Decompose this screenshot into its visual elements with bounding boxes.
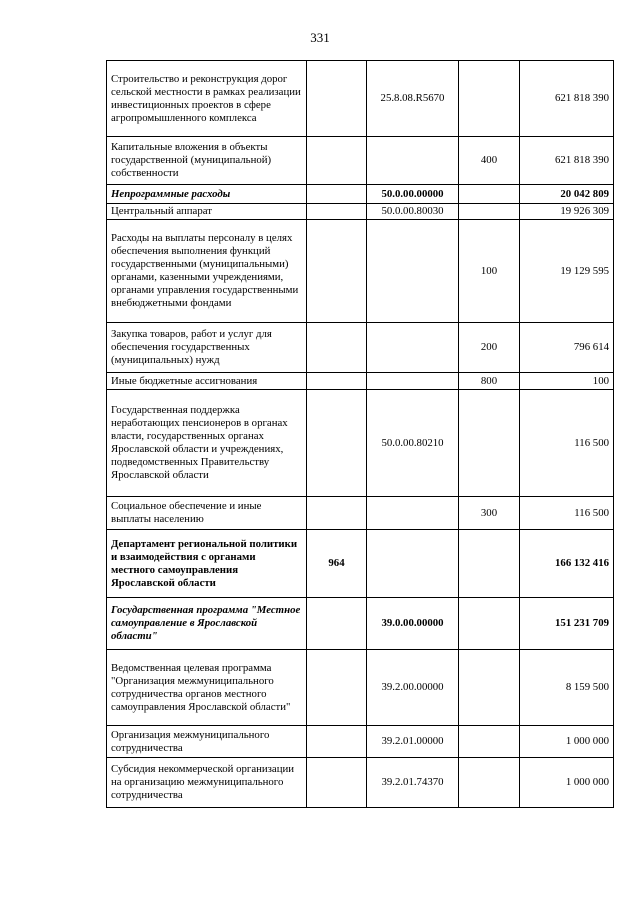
row-ved	[307, 390, 367, 497]
table-row	[107, 530, 614, 598]
row-code	[367, 137, 459, 185]
row-sum: 116 500	[520, 390, 614, 497]
row-sum: 796 614	[520, 323, 614, 373]
row-vid	[459, 530, 520, 598]
row-ved: 964	[307, 530, 367, 598]
row-name: Расходы на выплаты персоналу в целях обеспечения выполнения функций государственными (муниципальными) органами, казенными учреждениями, органами управления государственными внебюджетными фондами	[107, 220, 307, 323]
row-sum: 116 500	[520, 497, 614, 530]
row-vid	[459, 726, 520, 758]
table-row	[107, 390, 614, 497]
row-sum: 19 926 309	[520, 204, 614, 220]
row-vid: 200	[459, 323, 520, 373]
row-ved	[307, 497, 367, 530]
row-ved	[307, 137, 367, 185]
row-name: Государственная поддержка неработающих пенсионеров в органах власти, государственных органах Ярославской области и учреждениях, подведомственных Правительству Ярославской области	[107, 390, 307, 497]
row-vid	[459, 61, 520, 137]
row-sum: 8 159 500	[520, 650, 614, 726]
row-ved	[307, 373, 367, 390]
row-sum: 1 000 000	[520, 758, 614, 808]
row-name: Организация межмуниципального сотрудничества	[107, 726, 307, 758]
row-name: Субсидия некоммерческой организации на организацию межмуниципального сотрудничества	[107, 758, 307, 808]
row-code: 25.8.08.R5670	[367, 61, 459, 137]
table-row	[107, 373, 614, 390]
row-name: Ведомственная целевая программа "Организация межмуниципального сотрудничества органов местного самоуправления Ярославской области"	[107, 650, 307, 726]
table-row	[107, 185, 614, 204]
row-ved	[307, 726, 367, 758]
budget-table	[106, 60, 614, 808]
row-code	[367, 220, 459, 323]
table-row	[107, 598, 614, 650]
row-code: 39.2.01.00000	[367, 726, 459, 758]
row-code	[367, 530, 459, 598]
table-row	[107, 497, 614, 530]
row-name: Департамент региональной политики и взаимодействия с органами местного самоуправления Ярославской области	[107, 530, 307, 598]
row-sum: 100	[520, 373, 614, 390]
row-vid	[459, 185, 520, 204]
page-number: 331	[310, 30, 330, 45]
row-code: 50.0.00.80030	[367, 204, 459, 220]
table-row	[107, 758, 614, 808]
row-name: Иные бюджетные ассигнования	[107, 373, 307, 390]
row-sum: 1 000 000	[520, 726, 614, 758]
row-code: 39.2.00.00000	[367, 650, 459, 726]
row-code: 50.0.00.00000	[367, 185, 459, 204]
table-row	[107, 61, 614, 137]
row-code: 50.0.00.80210	[367, 390, 459, 497]
row-sum: 20 042 809	[520, 185, 614, 204]
row-code: 39.0.00.00000	[367, 598, 459, 650]
row-sum: 166 132 416	[520, 530, 614, 598]
row-ved	[307, 220, 367, 323]
row-vid	[459, 650, 520, 726]
row-name: Непрограммные расходы	[107, 185, 307, 204]
row-ved	[307, 758, 367, 808]
table-row	[107, 220, 614, 323]
row-vid: 400	[459, 137, 520, 185]
table-row	[107, 323, 614, 373]
row-ved	[307, 323, 367, 373]
row-code	[367, 373, 459, 390]
row-vid: 800	[459, 373, 520, 390]
row-vid: 100	[459, 220, 520, 323]
table-row	[107, 137, 614, 185]
row-code: 39.2.01.74370	[367, 758, 459, 808]
row-name: Строительство и реконструкция дорог сельской местности в рамках реализации инвестиционных проектов в сфере агропромышленного комплекса	[107, 61, 307, 137]
row-sum: 151 231 709	[520, 598, 614, 650]
table-row	[107, 726, 614, 758]
row-sum: 621 818 390	[520, 137, 614, 185]
row-vid	[459, 204, 520, 220]
row-vid	[459, 758, 520, 808]
row-ved	[307, 204, 367, 220]
table-row	[107, 204, 614, 220]
row-vid: 300	[459, 497, 520, 530]
row-ved	[307, 650, 367, 726]
row-ved	[307, 598, 367, 650]
row-name: Капитальные вложения в объекты государственной (муниципальной) собственности	[107, 137, 307, 185]
row-vid	[459, 598, 520, 650]
row-name: Центральный аппарат	[107, 204, 307, 220]
row-name: Социальное обеспечение и иные выплаты населению	[107, 497, 307, 530]
row-ved	[307, 185, 367, 204]
row-name: Закупка товаров, работ и услуг для обеспечения государственных (муниципальных) нужд	[107, 323, 307, 373]
row-code	[367, 497, 459, 530]
row-code	[367, 323, 459, 373]
row-ved	[307, 61, 367, 137]
table-row	[107, 650, 614, 726]
row-name: Государственная программа "Местное самоуправление в Ярославской области"	[107, 598, 307, 650]
row-sum: 19 129 595	[520, 220, 614, 323]
row-vid	[459, 390, 520, 497]
row-sum: 621 818 390	[520, 61, 614, 137]
